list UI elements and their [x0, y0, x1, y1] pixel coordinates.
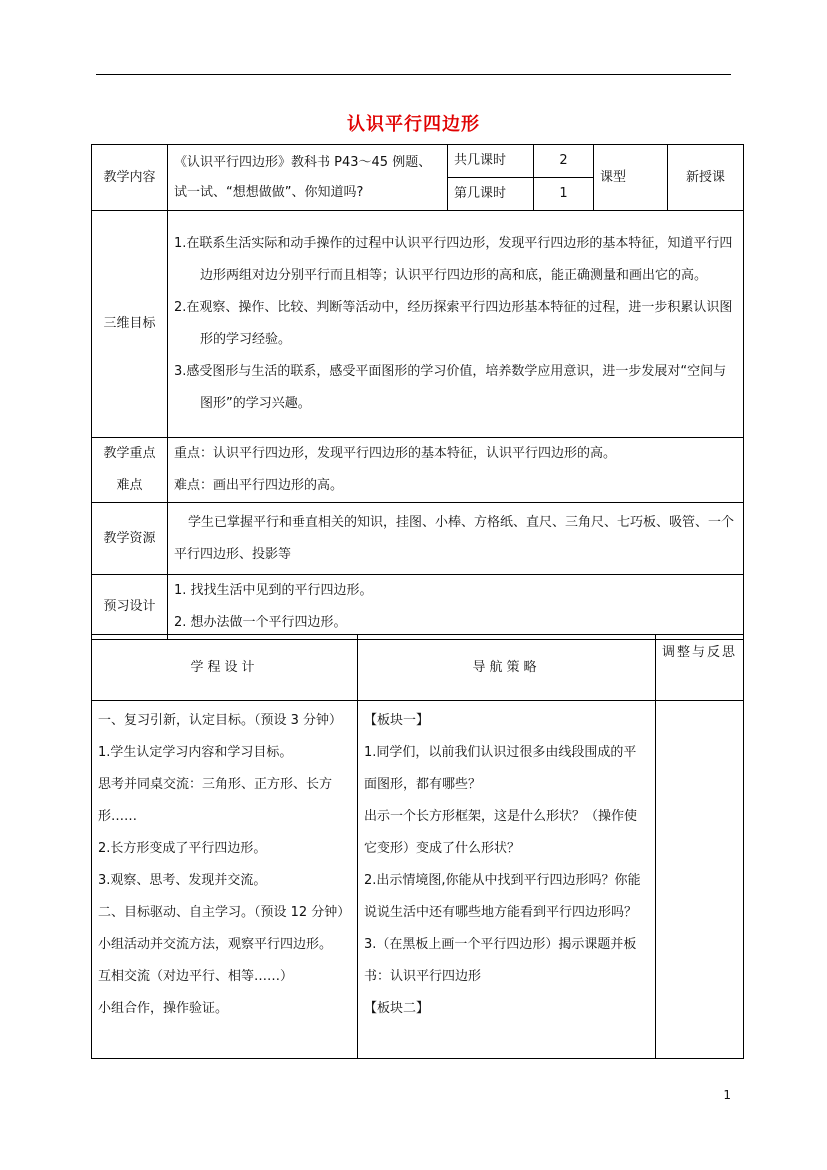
process-col-header: 导航策略 — [358, 635, 656, 701]
content-label: 教学内容 — [92, 145, 168, 211]
process-left-line: 思考并同桌交流：三角形、正方形、长方形…… — [98, 777, 333, 824]
process-left-line: 互相交流（对边平行、相等……） — [98, 969, 294, 984]
process-right-line: 2.出示情境图,你能从中找到平行四边形吗？你能说说生活中还有哪些地方能看到平行四边形吗？ — [364, 873, 641, 920]
goals-cell — [168, 211, 744, 438]
which-lesson-value: 1 — [534, 178, 594, 211]
process-table — [91, 634, 744, 1059]
process-right-line: 【板块一】 — [364, 713, 430, 728]
preview-item: 1. 找找生活中见到的平行四边形。 — [174, 583, 373, 598]
lesson-info-table — [91, 144, 744, 640]
total-lessons-value: 2 — [534, 145, 594, 178]
goal-item: 2.在观察、操作、比较、判断等活动中，经历探索平行四边形基本特征的过程，进一步积累认识图形的学习经验。 — [174, 300, 733, 347]
process-right-line: 出示一个长方形框架，这是什么形状？（操作使它变形）变成了什么形状？ — [364, 809, 638, 856]
process-left-line: 小组活动并交流方法，观察平行四边形。 — [98, 937, 333, 952]
process-right-line: 3.（在黑板上画一个平行四边形）揭示课题并板书：认识平行四边形 — [364, 937, 637, 984]
preview-item: 2. 想办法做一个平行四边形。 — [174, 615, 347, 630]
process-right-cell — [358, 701, 656, 1059]
process-reflection-cell — [656, 701, 744, 1059]
difficulty-text: 难点：画出平行四边形的高。 — [174, 478, 344, 493]
process-left-line: 2.长方形变成了平行四边形。 — [98, 841, 267, 856]
page-number: 1 — [723, 1088, 731, 1102]
preview-label: 预习设计 — [92, 575, 168, 640]
process-col-header: 调整与反思 — [656, 635, 744, 701]
which-lesson-label: 第几课时 — [448, 178, 534, 211]
goals-label: 三维目标 — [92, 211, 168, 438]
process-left-line: 1.学生认定学习内容和学习目标。 — [98, 745, 293, 760]
resources-text: 学生已掌握平行和垂直相关的知识，挂图、小棒、方格纸、直尺、三角尺、七巧板、吸管、一个平行四边形、投影等 — [168, 503, 744, 575]
process-right-line: 【板块二】 — [364, 1001, 430, 1016]
process-left-line: 小组合作，操作验证。 — [98, 1001, 229, 1016]
key-points-cell — [168, 438, 744, 503]
key-points-label-line: 教学重点 — [103, 446, 156, 461]
header-rule — [96, 74, 731, 75]
process-left-line: 二、目标驱动、自主学习。（预设 12 分钟） — [98, 905, 351, 920]
focus-text: 重点：认识平行四边形，发现平行四边形的基本特征，认识平行四边形的高。 — [174, 446, 617, 461]
key-points-label — [92, 438, 168, 503]
process-right-line: 1.同学们，以前我们认识过很多由线段围成的平面图形，都有哪些？ — [364, 745, 637, 792]
total-lessons-label: 共几课时 — [448, 145, 534, 178]
resources-label: 教学资源 — [92, 503, 168, 575]
page-title: 认识平行四边形 — [347, 114, 480, 135]
lesson-type-label: 课型 — [594, 145, 668, 211]
content-text: 《认识平行四边形》教科书 P43～45 例题、试一试、“想想做做”、你知道吗? — [168, 145, 448, 211]
preview-cell — [168, 575, 744, 640]
process-left-cell — [92, 701, 358, 1059]
process-left-line: 3.观察、思考、发现并交流。 — [98, 873, 267, 888]
goal-item: 1.在联系生活实际和动手操作的过程中认识平行四边形，发现平行四边形的基本特征，知道平行四边形两组对边分别平行而且相等；认识平行四边形的高和底，能正确测量和画出它的高。 — [174, 236, 733, 283]
process-col-header: 学程设计 — [92, 635, 358, 701]
key-points-label-line: 难点 — [116, 478, 143, 493]
goal-item: 3.感受图形与生活的联系，感受平面图形的学习价值，培养数学应用意识，进一步发展对“空间与图形”的学习兴趣。 — [174, 364, 727, 411]
process-left-line: 一、复习引新，认定目标。（预设 3 分钟） — [98, 713, 343, 728]
lesson-type-value: 新授课 — [668, 145, 744, 211]
